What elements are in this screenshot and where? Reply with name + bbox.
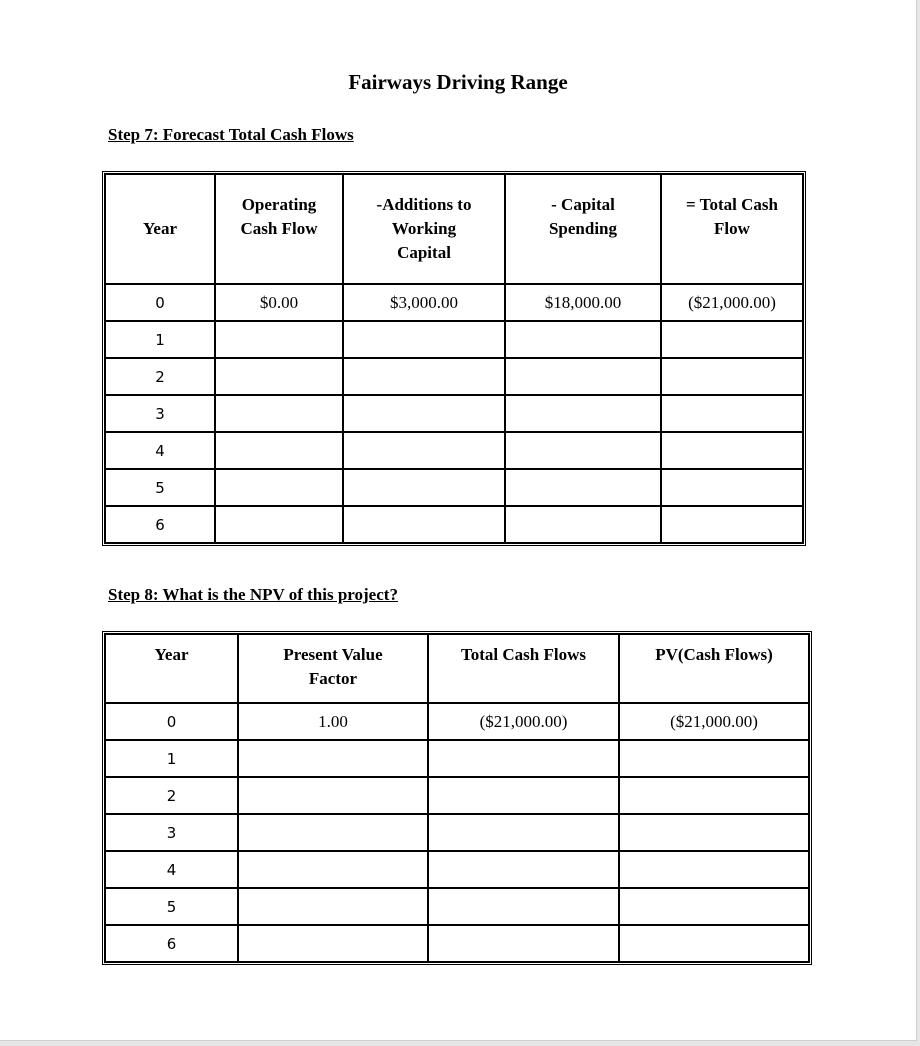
table-row	[105, 888, 809, 925]
table-row	[105, 506, 803, 543]
year-cell: 6	[105, 506, 215, 543]
total-cash-flows-cell: ($21,000.00)	[428, 703, 619, 740]
step7-heading: Step 7: Forecast Total Cash Flows	[108, 125, 354, 144]
table-row	[105, 284, 803, 321]
operating-cash-flow-cell	[215, 432, 343, 469]
page-title: Fairways Driving Range	[348, 70, 568, 94]
year-cell: 4	[105, 851, 238, 888]
capital-spending-cell	[505, 321, 661, 358]
total-cash-flow-cell: ($21,000.00)	[661, 284, 803, 321]
header-total-cash-flows: Total Cash Flows	[428, 634, 619, 703]
capital-spending-cell	[505, 432, 661, 469]
total-cash-flow-cell	[661, 395, 803, 432]
operating-cash-flow-cell	[215, 506, 343, 543]
header-pv-cash-flows: PV(Cash Flows)	[619, 634, 809, 703]
table-row	[105, 358, 803, 395]
header-year: Year	[105, 174, 215, 284]
total-cash-flows-cell	[428, 851, 619, 888]
pv-cash-flows-cell	[619, 851, 809, 888]
present-value-factor-cell	[238, 814, 428, 851]
present-value-factor-cell	[238, 777, 428, 814]
year-cell: 2	[105, 358, 215, 395]
operating-cash-flow-cell	[215, 321, 343, 358]
table-row	[105, 814, 809, 851]
working-capital-cell	[343, 469, 505, 506]
table-row	[105, 703, 809, 740]
table-row	[105, 469, 803, 506]
working-capital-cell	[343, 358, 505, 395]
total-cash-flow-cell	[661, 469, 803, 506]
pv-cash-flows-cell	[619, 888, 809, 925]
year-cell: 4	[105, 432, 215, 469]
present-value-factor-cell	[238, 925, 428, 962]
header-operating-cash-flow: Operating Cash Flow	[215, 174, 343, 284]
step8-heading: Step 8: What is the NPV of this project?	[108, 585, 398, 604]
working-capital-cell: $3,000.00	[343, 284, 505, 321]
working-capital-cell	[343, 395, 505, 432]
year-cell: 5	[105, 469, 215, 506]
pv-cash-flows-cell	[619, 925, 809, 962]
operating-cash-flow-cell	[215, 469, 343, 506]
capital-spending-cell: $18,000.00	[505, 284, 661, 321]
total-cash-flow-cell	[661, 358, 803, 395]
total-cash-flows-cell	[428, 740, 619, 777]
npv-table	[102, 631, 812, 965]
total-cash-flow-cell	[661, 321, 803, 358]
table-header-row	[105, 634, 809, 703]
header-capital-spending: - Capital Spending	[505, 174, 661, 284]
header-year: Year	[105, 634, 238, 703]
year-cell: 1	[105, 321, 215, 358]
total-cash-flows-cell	[428, 925, 619, 962]
total-cash-flow-cell	[661, 432, 803, 469]
year-cell: 0	[105, 703, 238, 740]
present-value-factor-cell: 1.00	[238, 703, 428, 740]
capital-spending-cell	[505, 358, 661, 395]
table-row	[105, 321, 803, 358]
working-capital-cell	[343, 321, 505, 358]
capital-spending-cell	[505, 469, 661, 506]
pv-cash-flows-cell	[619, 740, 809, 777]
year-cell: 1	[105, 740, 238, 777]
year-cell: 3	[105, 395, 215, 432]
table-row	[105, 432, 803, 469]
pv-cash-flows-cell	[619, 814, 809, 851]
present-value-factor-cell	[238, 740, 428, 777]
table-row	[105, 740, 809, 777]
header-additions-working-capital: -Additions to Working Capital	[343, 174, 505, 284]
table-row	[105, 777, 809, 814]
cash-flow-forecast-table	[102, 171, 806, 546]
present-value-factor-cell	[238, 851, 428, 888]
header-total-cash-flow: = Total Cash Flow	[661, 174, 803, 284]
total-cash-flows-cell	[428, 888, 619, 925]
year-cell: 3	[105, 814, 238, 851]
operating-cash-flow-cell: $0.00	[215, 284, 343, 321]
total-cash-flows-cell	[428, 777, 619, 814]
capital-spending-cell	[505, 395, 661, 432]
operating-cash-flow-cell	[215, 358, 343, 395]
pv-cash-flows-cell: ($21,000.00)	[619, 703, 809, 740]
working-capital-cell	[343, 506, 505, 543]
table-row	[105, 395, 803, 432]
table-row	[105, 851, 809, 888]
total-cash-flow-cell	[661, 506, 803, 543]
total-cash-flows-cell	[428, 814, 619, 851]
pv-cash-flows-cell	[619, 777, 809, 814]
operating-cash-flow-cell	[215, 395, 343, 432]
capital-spending-cell	[505, 506, 661, 543]
year-cell: 0	[105, 284, 215, 321]
year-cell: 5	[105, 888, 238, 925]
table-header-row	[105, 174, 803, 284]
year-cell: 2	[105, 777, 238, 814]
year-cell: 6	[105, 925, 238, 962]
table-row	[105, 925, 809, 962]
present-value-factor-cell	[238, 888, 428, 925]
header-present-value-factor: Present Value Factor	[238, 634, 428, 703]
working-capital-cell	[343, 432, 505, 469]
